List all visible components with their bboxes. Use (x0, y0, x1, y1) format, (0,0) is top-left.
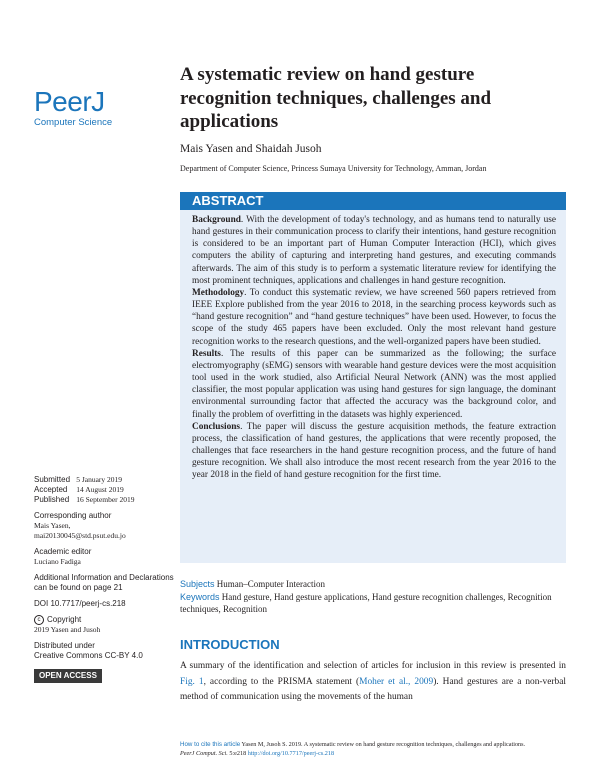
abstract-background (192, 214, 556, 287)
license-line-2[interactable]: Creative Commons CC-BY 4.0 (34, 651, 143, 661)
article-sidebar (34, 475, 174, 683)
keywords-label: Keywords (180, 592, 220, 602)
open-access-badge: OPEN ACCESS (34, 669, 102, 683)
intro-text-1: A summary of the identification and selection of articles for inclusion in this review is presented in (180, 661, 566, 671)
footer-doi-link[interactable]: http://doi.org/10.7717/peerj-cs.218 (247, 750, 335, 757)
doi-label: DOI (34, 599, 49, 608)
abstract-conclusions (192, 421, 556, 482)
subjects-keywords (180, 578, 566, 616)
submitted-label: Submitted (34, 475, 71, 484)
copyright (34, 615, 174, 635)
abstract-methodology (192, 287, 556, 348)
submitted-date: 5 January 2019 (76, 475, 123, 484)
journal-name: PeerJ Comput. Sci. (180, 750, 228, 757)
results-text: . The results of this paper can be summarized as the following; the surface electromyography (sEMG) sensors with wearable hand gesture devices were the most acquisition tool used in the work studied, also Artificial Neural Network (ANN) was the most applied classifier, the most popular application was using hand gestures for sign language, the dominant environmental surrounding factor that affected the accuracy was the background color, and finally the problem of overfitting in the datasets was highly experienced. (192, 348, 556, 420)
introduction-text (180, 659, 566, 706)
doi-line (34, 599, 174, 609)
editor-label: Academic editor (34, 547, 92, 556)
accepted-label: Accepted (34, 485, 68, 494)
paper-title: A systematic review on hand gesture recognition techniques, challenges and applications (180, 64, 492, 132)
intro-text-2: , according to the PRISMA statement ( (203, 676, 360, 687)
conclusions-text: . The paper will discuss the gesture acquisition methods, the feature extraction process, the classification of hand gestures, the applications that were recently proposed, the challenges that face researchers in the hand gesture recognition process, and the future of hand gesture recognition. We shall also introduce the most recent research from the year 2016 to the year 2018 in the field of hand gesture recognition for the first time. (192, 421, 556, 481)
license-line-1: Distributed under (34, 641, 95, 651)
corresponding-email[interactable]: mai20130045@std.psut.edu.jo (34, 531, 126, 540)
copyright-icon: c (34, 615, 44, 625)
dates (34, 475, 174, 505)
fig-1-link[interactable]: Fig. 1 (180, 676, 204, 687)
affiliation: Department of Computer Science, Princess Sumaya University for Technology, Amman, Jordan (180, 164, 487, 173)
moher-reference-link[interactable]: Moher et al., 2009 (359, 676, 434, 687)
intro-text-3: ). Hand gestures are a non-verbal method of communication using the movements of the human (180, 676, 566, 703)
copyright-label: Copyright (47, 615, 82, 625)
cite-text: Yasen M, Jusoh S. 2019. A systematic review on hand gesture recognition techniques, challenges and applications. (240, 741, 526, 748)
citation-footer (180, 740, 580, 758)
keywords-text: Hand gesture, Hand gesture applications, Hand gesture recognition challenges, Recognition techniques, Recognition (180, 592, 552, 614)
conclusions-label: Conclusions (192, 421, 241, 432)
results-label: Results (192, 348, 221, 359)
logo-subtitle: Computer Science (34, 117, 113, 128)
published-label: Published (34, 495, 70, 504)
license (34, 641, 174, 661)
abstract-body (180, 210, 566, 563)
methodology-text: . To conduct this systematic review, we have screened 560 papers retrieved from IEEE Explore published from the year 2016 to 2018, in the searching process keywords such as “hand gesture recognition” and “hand gesture techniques” have been used. However, to focus the scope of the study 465 papers have been excluded. Only the most relevant hand gesture recognition works to the research questions, and the well-organized papers have been studied. (192, 287, 556, 347)
keywords-line (180, 591, 566, 615)
accepted-date: 14 August 2019 (76, 485, 124, 494)
background-text: . With the development of today's technology, and as humans tend to naturally use hand gestures in their communication process to clarify their intentions, hand gesture recognition is considered to be an important part of Human Computer Interaction (HCI), which gives computers the ability of capturing and interpreting hand gestures, and executing commands afterwards. The aim of this study is to perform a systematic literature review for identifying the most prominent techniques, applications and challenges in hand gesture recognition. (192, 215, 556, 286)
author-list: Mais Yasen and Shaidah Jusoh (180, 143, 322, 155)
subjects-line (180, 578, 566, 590)
published-date: 16 September 2019 (76, 495, 135, 504)
methodology-label: Methodology (192, 287, 245, 298)
logo-wordmark: PeerJ (34, 86, 105, 117)
peerj-logo (34, 88, 154, 128)
introduction-heading: INTRODUCTION (180, 637, 280, 652)
doi-value[interactable]: 10.7717/peerj-cs.218 (50, 599, 126, 608)
corresponding-author (34, 511, 174, 541)
background-label: Background (192, 215, 241, 225)
corresponding-name: Mais Yasen, (34, 521, 71, 530)
abstract-heading: ABSTRACT (180, 192, 566, 210)
subjects-label: Subjects (180, 579, 215, 589)
editor-name: Luciano Fadiga (34, 557, 81, 566)
copyright-holders: 2019 Yasen and Jusoh (34, 625, 101, 635)
subjects-text: Human–Computer Interaction (216, 579, 326, 589)
cite-label: How to cite this article (180, 741, 241, 748)
journal-volume: 5:e218 (227, 750, 248, 757)
additional-info[interactable]: Additional Information and Declarations can be found on page 21 (34, 573, 174, 592)
academic-editor (34, 547, 174, 567)
abstract-results (192, 348, 556, 421)
corresponding-label: Corresponding author (34, 511, 112, 520)
